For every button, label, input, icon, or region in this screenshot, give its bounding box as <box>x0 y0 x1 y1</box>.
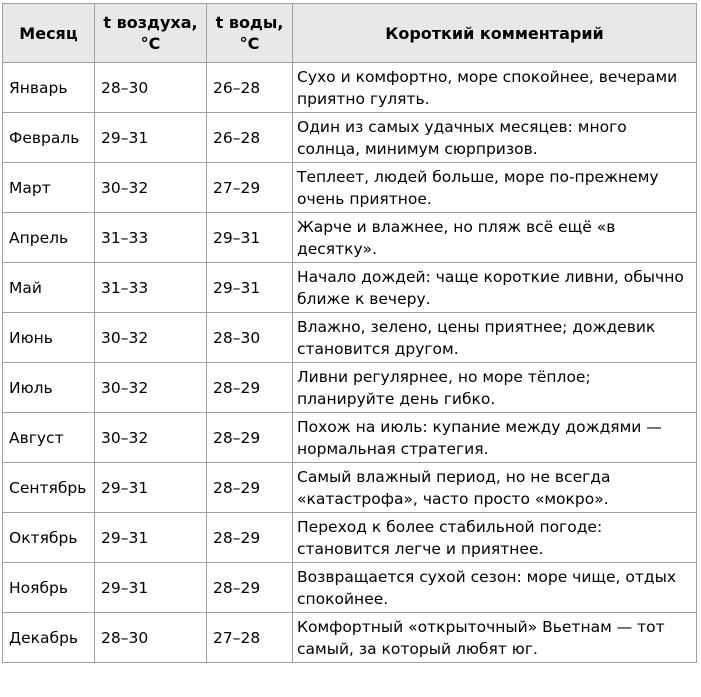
cell-water: 26–28 <box>207 113 293 163</box>
cell-comment: Начало дождей: чаще короткие ливни, обычно ближе к вечеру. <box>293 263 697 313</box>
header-water-temperature: t воды, °C <box>207 4 293 63</box>
cell-air: 29–31 <box>95 513 207 563</box>
cell-water: 29–31 <box>207 263 293 313</box>
cell-month: Февраль <box>3 113 95 163</box>
cell-water: 29–31 <box>207 213 293 263</box>
cell-month: Ноябрь <box>3 563 95 613</box>
table-row <box>3 613 697 663</box>
cell-air: 30–32 <box>95 413 207 463</box>
table-row <box>3 413 697 463</box>
cell-comment: Сухо и комфортно, море спокойнее, вечерами приятно гулять. <box>293 63 697 113</box>
cell-month: Декабрь <box>3 613 95 663</box>
cell-comment: Ливни регулярнее, но море тёплое; планируйте день гибко. <box>293 363 697 413</box>
table-row <box>3 163 697 213</box>
cell-water: 28–30 <box>207 313 293 363</box>
cell-month: Май <box>3 263 95 313</box>
cell-air: 30–32 <box>95 313 207 363</box>
cell-water: 27–28 <box>207 613 293 663</box>
table-row <box>3 213 697 263</box>
cell-month: Август <box>3 413 95 463</box>
table-row <box>3 313 697 363</box>
header-air-temperature: t воздуха, °C <box>95 4 207 63</box>
cell-air: 30–32 <box>95 363 207 413</box>
cell-comment: Влажно, зелено, цены приятнее; дождевик становится другом. <box>293 313 697 363</box>
cell-month: Июль <box>3 363 95 413</box>
cell-air: 30–32 <box>95 163 207 213</box>
climate-table-container <box>2 3 697 663</box>
table-row <box>3 363 697 413</box>
cell-comment: Теплеет, людей больше, море по-прежнему очень приятное. <box>293 163 697 213</box>
cell-comment: Комфортный «открыточный» Вьетнам — тот самый, за который любят юг. <box>293 613 697 663</box>
cell-air: 28–30 <box>95 63 207 113</box>
climate-table <box>2 3 697 663</box>
cell-air: 31–33 <box>95 263 207 313</box>
cell-month: Апрель <box>3 213 95 263</box>
cell-air: 29–31 <box>95 113 207 163</box>
cell-water: 26–28 <box>207 63 293 113</box>
cell-comment: Самый влажный период, но не всегда «катастрофа», часто просто «мокро». <box>293 463 697 513</box>
table-row <box>3 263 697 313</box>
table-row <box>3 563 697 613</box>
header-month: Месяц <box>3 4 95 63</box>
table-row <box>3 63 697 113</box>
cell-air: 29–31 <box>95 563 207 613</box>
cell-month: Октябрь <box>3 513 95 563</box>
cell-water: 28–29 <box>207 463 293 513</box>
cell-air: 28–30 <box>95 613 207 663</box>
table-row <box>3 113 697 163</box>
cell-comment: Переход к более стабильной погоде: становится легче и приятнее. <box>293 513 697 563</box>
header-comment: Короткий комментарий <box>293 4 697 63</box>
cell-comment: Один из самых удачных месяцев: много солнца, минимум сюрпризов. <box>293 113 697 163</box>
cell-comment: Возвращается сухой сезон: море чище, отдых спокойнее. <box>293 563 697 613</box>
cell-water: 28–29 <box>207 413 293 463</box>
cell-water: 28–29 <box>207 363 293 413</box>
cell-water: 28–29 <box>207 513 293 563</box>
table-header-row <box>3 4 697 63</box>
table-row <box>3 513 697 563</box>
cell-water: 27–29 <box>207 163 293 213</box>
cell-month: Сентябрь <box>3 463 95 513</box>
cell-comment: Похож на июль: купание между дождями — нормальная стратегия. <box>293 413 697 463</box>
cell-month: Январь <box>3 63 95 113</box>
cell-month: Июнь <box>3 313 95 363</box>
cell-month: Март <box>3 163 95 213</box>
cell-water: 28–29 <box>207 563 293 613</box>
cell-air: 29–31 <box>95 463 207 513</box>
cell-comment: Жарче и влажнее, но пляж всё ещё «в десятку». <box>293 213 697 263</box>
table-row <box>3 463 697 513</box>
cell-air: 31–33 <box>95 213 207 263</box>
